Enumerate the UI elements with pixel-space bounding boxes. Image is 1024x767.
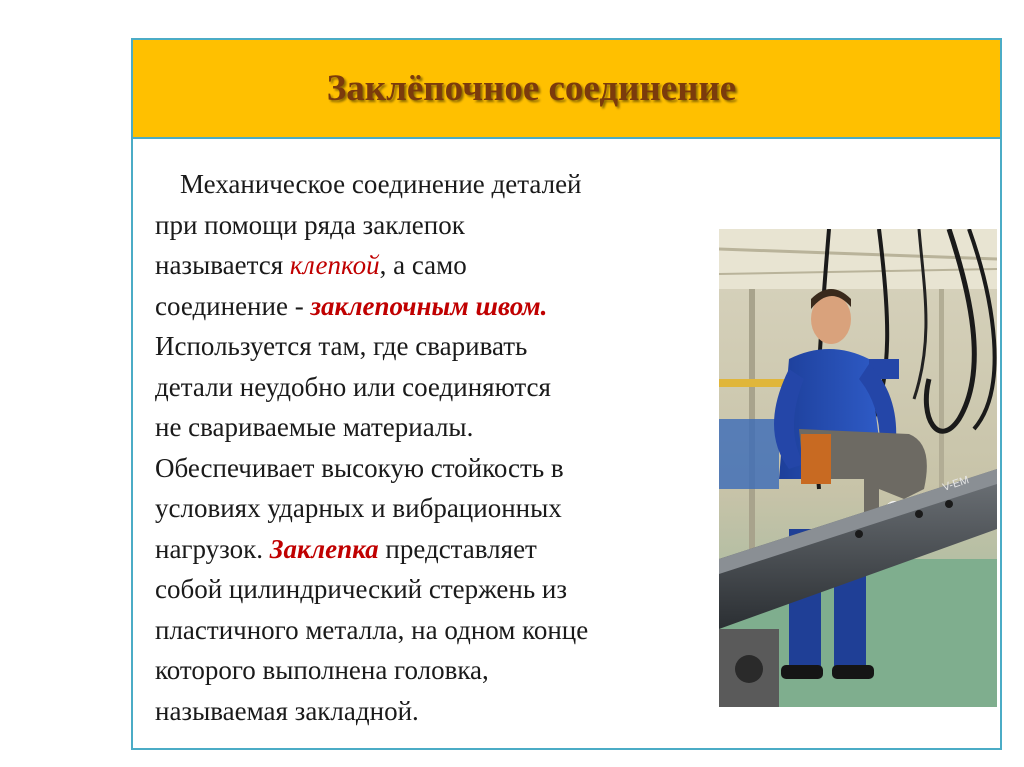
text-line: которого выполнена головка, <box>155 655 489 685</box>
text-line <box>155 529 715 570</box>
body-text <box>155 164 715 731</box>
text-fragment: нагрузок. <box>155 533 270 564</box>
text-fragment: представляет <box>378 533 537 564</box>
text-line <box>155 286 715 327</box>
slide-title: Заклёпочное соединение <box>326 68 737 109</box>
term-zaklepochny-shov: заклепочным швом. <box>310 290 548 321</box>
text-line: не свариваемые материалы. <box>155 412 474 442</box>
text-line <box>155 245 715 286</box>
text-line: Обеспечивает высокую стойкость в <box>155 452 564 483</box>
text-line: Используется там, где сваривать <box>155 331 528 361</box>
riveting-worker-photo <box>719 229 997 707</box>
text-line: называемая закладной. <box>155 695 419 726</box>
term-klepka: клепкой <box>289 250 380 280</box>
text-line: детали неудобно или соединяются <box>155 371 551 402</box>
svg-text:V-EM: V-EM <box>941 474 971 494</box>
photo-illustration <box>719 229 997 707</box>
text-line: пластичного металла, на одном конце <box>155 614 589 645</box>
term-zaklepka: Заклепка <box>269 533 379 564</box>
text-fragment: называется <box>155 250 290 280</box>
text-line: условиях ударных и вибрационных <box>155 493 562 523</box>
text-line: Механическое соединение деталей <box>180 169 582 199</box>
title-bar <box>131 38 1002 139</box>
text-fragment: соединение - <box>155 290 311 321</box>
text-fragment: , а само <box>379 250 467 280</box>
text-line: при помощи ряда заклепок <box>155 209 465 240</box>
text-line: собой цилиндрический стержень из <box>155 574 568 604</box>
